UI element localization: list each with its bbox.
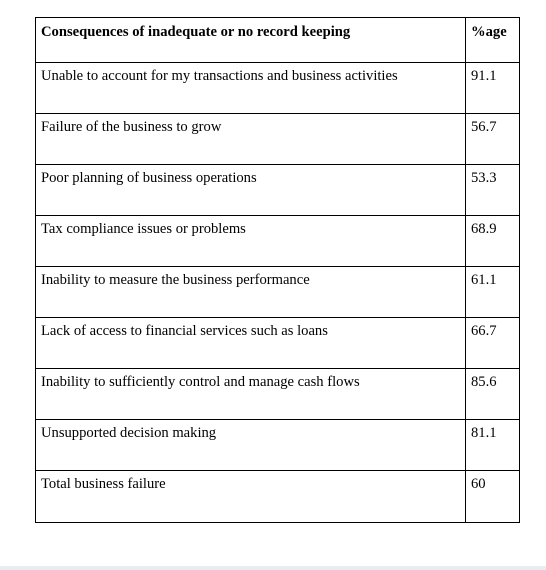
table-row: [36, 216, 520, 267]
percentage-cell: 61.1: [466, 267, 520, 318]
consequences-table-container: [35, 17, 520, 523]
header-percentage: %age: [466, 18, 520, 63]
percentage-cell: 60: [466, 471, 520, 523]
consequence-cell: Failure of the business to grow: [36, 114, 466, 165]
consequence-cell: Inability to measure the business performance: [36, 267, 466, 318]
table-row: [36, 369, 520, 420]
percentage-cell: 56.7: [466, 114, 520, 165]
percentage-cell: 85.6: [466, 369, 520, 420]
consequence-cell: Unsupported decision making: [36, 420, 466, 471]
table-row: [36, 114, 520, 165]
header-consequences: Consequences of inadequate or no record keeping: [36, 18, 466, 63]
consequences-table: [35, 17, 520, 523]
table-header-row: [36, 18, 520, 63]
table-row: [36, 267, 520, 318]
percentage-cell: 53.3: [466, 165, 520, 216]
table-row: [36, 471, 520, 523]
percentage-cell: 66.7: [466, 318, 520, 369]
consequence-cell: Unable to account for my transactions and business activities: [36, 63, 466, 114]
percentage-cell: 91.1: [466, 63, 520, 114]
consequence-cell: Tax compliance issues or problems: [36, 216, 466, 267]
percentage-cell: 68.9: [466, 216, 520, 267]
percentage-cell: 81.1: [466, 420, 520, 471]
consequence-cell: Inability to sufficiently control and manage cash flows: [36, 369, 466, 420]
table-row: [36, 318, 520, 369]
bottom-divider: [0, 566, 546, 570]
consequence-cell: Poor planning of business operations: [36, 165, 466, 216]
table-row: [36, 420, 520, 471]
table-row: [36, 165, 520, 216]
consequence-cell: Total business failure: [36, 471, 466, 523]
consequence-cell: Lack of access to financial services such as loans: [36, 318, 466, 369]
table-row: [36, 63, 520, 114]
